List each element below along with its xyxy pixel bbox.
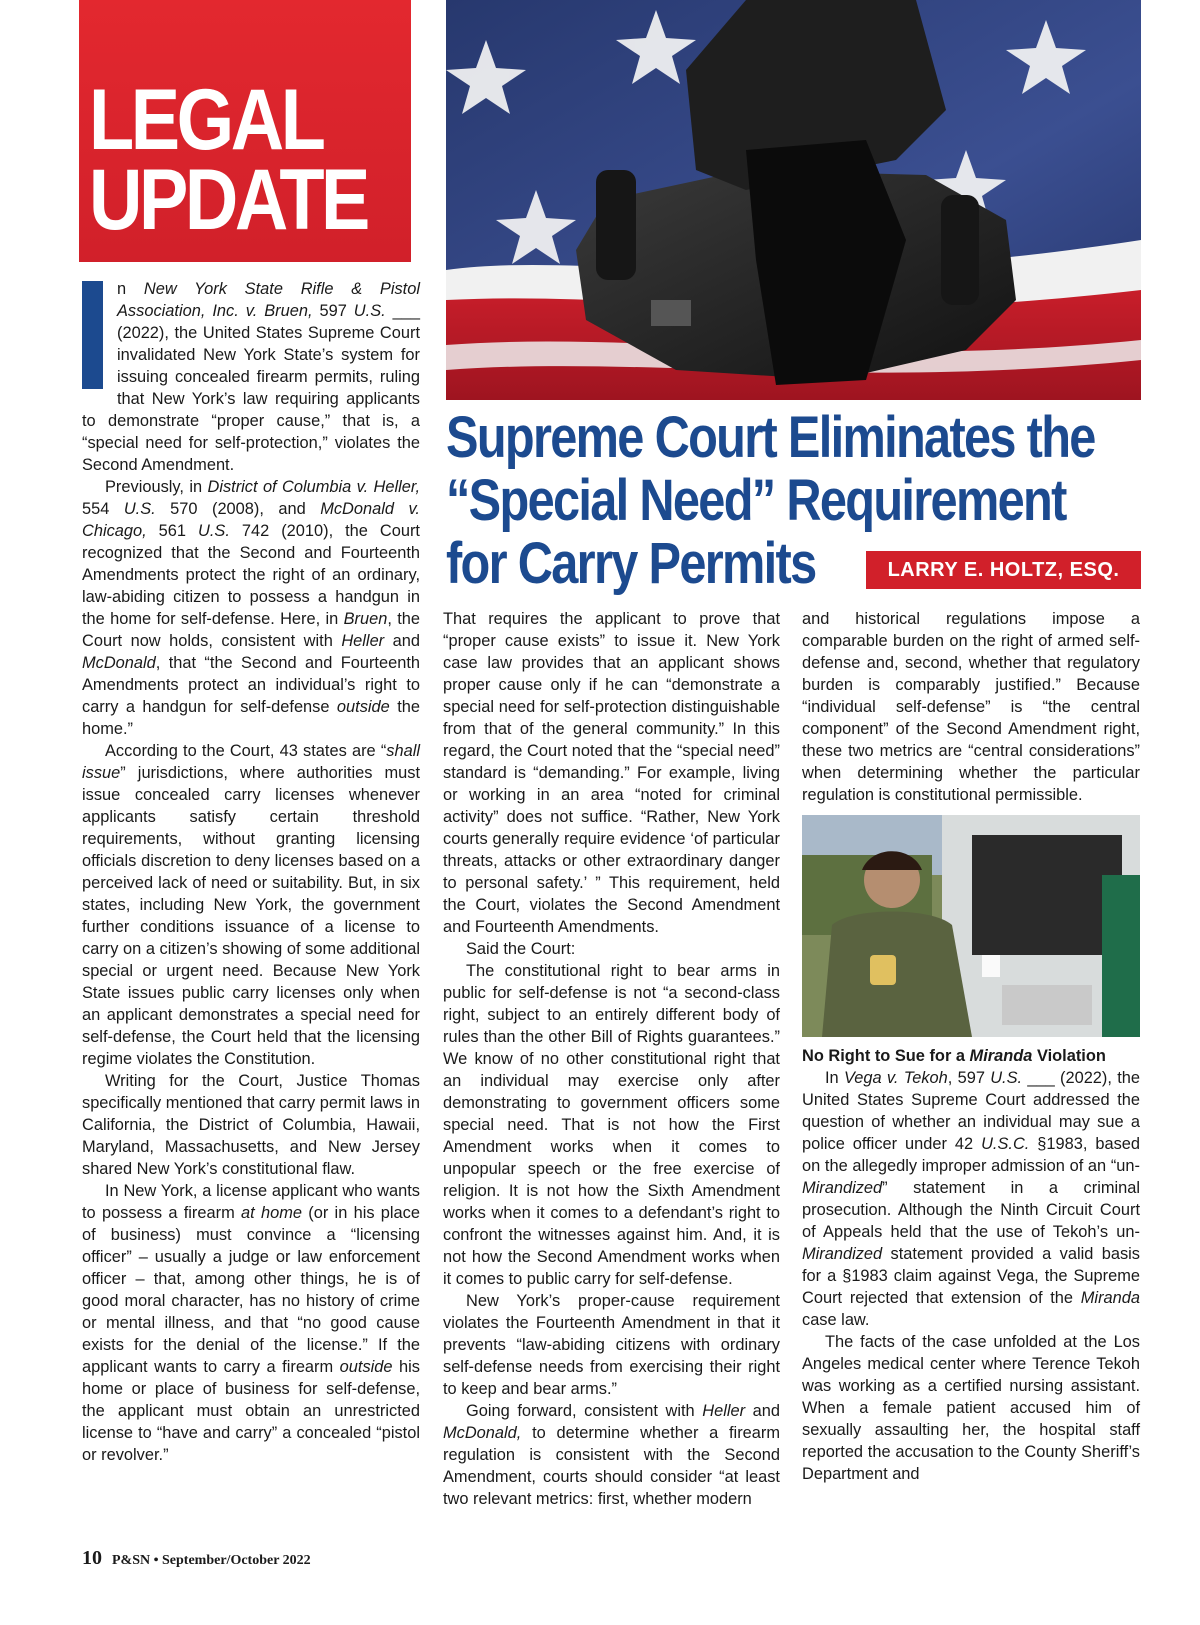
legal-update-banner	[79, 0, 411, 262]
section-subhead: No Right to Sue for a Miranda Violation	[802, 1047, 1106, 1065]
paragraph: In Vega v. Tekoh, 597 U.S. ___ (2022), the United States Supreme Court addressed the question of whether an individual may sue a police officer under 42 U.S.C. §1983, based on the allegedly improper admission of an “un-Mirandized” statement in a criminal prosecution. Although the Ninth Circuit Court of Appeals held that the use of Tekoh’s un-Mirandized statement provided a valid basis for a §1983 claim against Vega, the Supreme Court rejected that extension of the Miranda case law.	[802, 1069, 1141, 1329]
paragraph: and historical regulations impose a comparable burden on the right of armed self-defense and, second, whether that regulatory burden is comparably justified.” Because “individual self-defense” is “the central component” of the Second Amendment right, these two metrics are “central considerations” when determining whether the particular regulation is constitutional permissible.	[802, 610, 1140, 804]
headline-line-2: “Special Need” Requirement	[446, 468, 1066, 533]
headline-line-1: Supreme Court Eliminates the	[446, 405, 1095, 470]
article-column-3	[802, 608, 1140, 806]
holster-on-flag-photo	[446, 0, 1141, 400]
paragraph: New York’s proper-cause requirement violates the Fourteenth Amendment in that it prevents “law-abiding citizens with ordinary self-defense needs from exercising their right to keep and bear arms.”	[443, 1292, 780, 1398]
paragraph: In New York, a license applicant who wants to possess a firearm at home (or in his place of business) must convince a “licensing officer” – usually a judge or law enforcement officer – that, among other things, he is of good moral character, has no history of crime or mental illness, and that “no good cause exists for the denial of the license.” If the applicant wants to carry a firearm outside his home or place of business for self-defense, the applicant must obtain an unrestricted license to “have and carry” a concealed “pistol or revolver.”	[82, 1182, 420, 1464]
headline-line-3: for Carry Permits	[446, 531, 816, 596]
paragraph: The facts of the case unfolded at the Los Angeles medical center where Terence Tekoh was working as a certified nursing assistant. When a female patient accused him of sexually assaulting her, the hospital staff reported the accusation to the County Sheriff’s Department and	[802, 1333, 1140, 1483]
paragraph: Going forward, consistent with Heller and McDonald, to determine whether a firearm regulation is consistent with the Second Amendment, courts should consider “at least two relevant metrics: first, whether modern	[443, 1402, 780, 1508]
banner-line-1: LEGAL	[89, 72, 323, 168]
banner-line-2: UPDATE	[89, 152, 367, 248]
paragraph: Said the Court:	[466, 940, 576, 958]
author-byline: LARRY E. HOLTZ, ESQ.	[866, 551, 1141, 589]
page-footer	[82, 1547, 311, 1570]
drop-cap	[82, 281, 103, 389]
article-column-2	[443, 608, 780, 1510]
paragraph: According to the Court, 43 states are “shall issue” jurisdictions, where authorities must issue concealed carry licenses whenever applicants satisfy certain threshold requirements, without granting licensing officials discretion to deny licenses based on a perceived lack of need or suitability. But, in six states, including New York, the government further conditions issuance of a license to carry on a citizen’s showing of some additional special or urgent need. Because New York State issues public carry licenses only when an applicant demonstrates a special need for self-defense, the Court held that the licensing regime violates the Constitution.	[82, 742, 420, 1068]
article-column-1	[82, 278, 420, 1466]
page-number: 10	[82, 1547, 102, 1569]
banner-title	[89, 72, 367, 248]
publication-info: P&SN • September/October 2022	[112, 1553, 311, 1568]
block-quote: The constitutional right to bear arms in public for self-defense is not “a second-class right, subject to an entirely different body of rules than the other Bill of Rights guarantees.” We know of no other constitutional right that an individual may exercise only after demonstrating to government officers some special need. That is not how the First Amendment works when it comes to unpopular speech or the free exercise of religion. It is not how the Sixth Amendment works when it comes to a defendant’s right to confront the witnesses against him. And, it is not how the Second Amendment works when it comes to public carry for self-defense.	[443, 962, 780, 1288]
article-column-3-lower	[802, 1045, 1140, 1485]
paragraph: Writing for the Court, Justice Thomas specifically mentioned that carry permit laws in California, the District of Columbia, Hawaii, Maryland, Massachusetts, and New Jersey shared New York’s constitutional flaw.	[82, 1072, 420, 1178]
paragraph: That requires the applicant to prove that “proper cause exists” to issue it. New York case law provides that an applicant shows proper cause only if he can “demonstrate a special need for self-protection distinguishable from that of the general community.” In this regard, the Court noted that the “special need” standard is “demanding.” For example, living or working in an area “noted for criminal activity” does not suffice. “Rather, New York courts generally require evidence ‘of particular threats, attacks or other extraordinary danger to personal safety.’ ” This requirement, held the Court, violates the Second Amendment and Fourteenth Amendments.	[443, 610, 780, 936]
paragraph: Previously, in District of Columbia v. Heller, 554 U.S. 570 (2008), and McDonald v. Chicago, 561 U.S. 742 (2010), the Court recognized that the Second and Fourteenth Amendments protect the right of an ordinary, law-abiding citizen to possess a handgun in the home for self-defense. Here, in Bruen, the Court now holds, consistent with Heller and McDonald, that “the Second and Fourteenth Amendments protect an individual’s right to carry a handgun for self-defense outside the home.”	[82, 478, 420, 738]
officer-at-vehicle-photo	[802, 815, 1140, 1037]
paragraph: n New York State Rifle & Pistol Association, Inc. v. Bruen, 597 U.S. ___ (2022), the United States Supreme Court invalidated New York State’s system for issuing concealed firearm permits, ruling that New York’s law requiring applicants to demonstrate “proper cause,” that is, a “special need for self-protection,” violates the Second Amendment.	[82, 280, 420, 474]
